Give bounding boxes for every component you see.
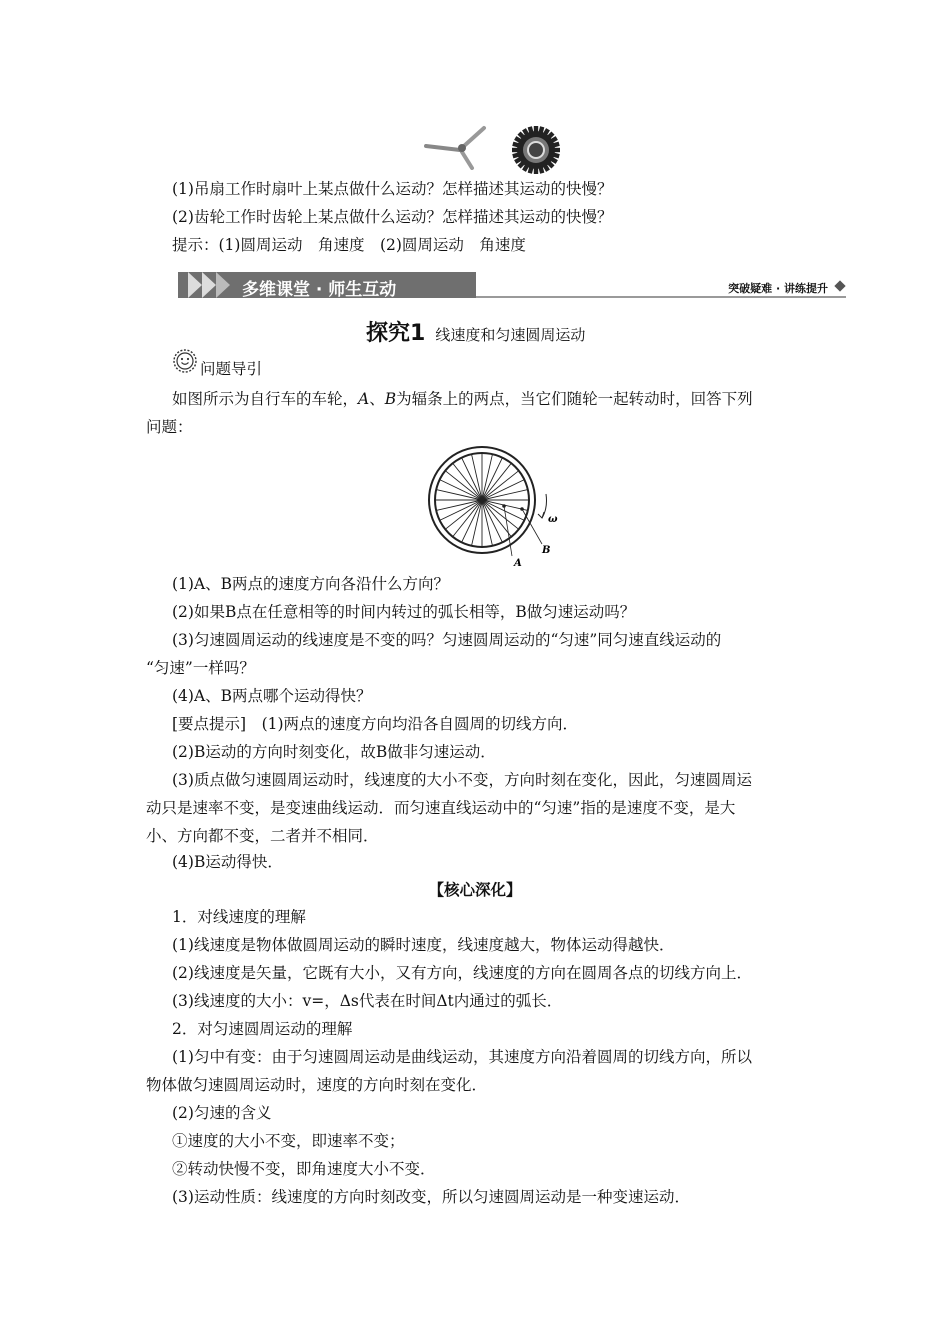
section-title xyxy=(366,316,585,347)
intro-question-1: (1)吊扇工作时扇叶上某点做什么运动？怎样描述其运动的快慢？ xyxy=(172,180,613,198)
ceiling-fan-image xyxy=(420,124,490,170)
banner-title: 多维课堂 · 师生互动 xyxy=(242,280,397,300)
answer-3-cont2: 小、方向都不变，二者并不相同． xyxy=(146,827,379,845)
intro-question-2: (2)齿轮工作时齿轮上某点做什么运动？怎样描述其运动的快慢？ xyxy=(172,208,613,226)
guide-intro-cont: 问题： xyxy=(146,418,193,436)
question-2: (2)如果B点在任意相等的时间内转过的弧长相等，B做匀速运动吗？ xyxy=(172,603,636,621)
question-1: (1)A、B两点的速度方向各沿什么方向？ xyxy=(172,575,450,593)
chevron-icon xyxy=(216,272,230,298)
core-point-2-1: (1)匀中有变：由于匀速圆周运动是曲线运动，其速度方向沿着圆周的切线方向，所以 xyxy=(172,1048,752,1066)
guide-label: 问题导引 xyxy=(200,360,263,378)
answer-1: [要点提示] (1)两点的速度方向均沿各自圆周的切线方向． xyxy=(172,715,579,733)
chevron-icon xyxy=(202,272,216,298)
label-a: A xyxy=(514,558,522,569)
core-point-1: 1．对线速度的理解 xyxy=(172,908,306,926)
section-subtitle: 线速度和匀速圆周运动 xyxy=(435,326,586,344)
intro-hint: 提示：(1)圆周运动 角速度 (2)圆周运动 角速度 xyxy=(172,236,526,254)
diamond-icon xyxy=(834,280,845,291)
label-b: B xyxy=(542,545,551,556)
core-point-2-2b: ②转动快慢不变，即角速度大小不变． xyxy=(172,1160,436,1178)
answer-3-cont: 动只是速率不变，是变速曲线运动．而匀速直线运动中的“匀速”指的是速度不变，是大 xyxy=(146,799,736,817)
core-point-2-2: (2)匀速的含义 xyxy=(172,1104,272,1122)
core-point-2-3: (3)运动性质：线速度的方向时刻改变，所以匀速圆周运动是一种变速运动． xyxy=(172,1188,690,1206)
answer-2: (2)B运动的方向时刻变化，故B做非匀速运动． xyxy=(172,743,496,761)
core-heading: 【核心深化】 xyxy=(428,880,522,899)
label-omega: ω xyxy=(548,514,558,525)
chevron-icon xyxy=(188,272,202,298)
core-point-2-2a: ①速度的大小不变，即速率不变； xyxy=(172,1132,405,1150)
banner-rule xyxy=(476,296,846,298)
question-3: (3)匀速圆周运动的线速度是不变的吗？匀速圆周运动的“匀速”同匀速直线运动的 xyxy=(172,631,722,649)
core-point-2-1-cont: 物体做匀速圆周运动时，速度的方向时刻在变化． xyxy=(146,1076,488,1094)
core-point-1-1: (1)线速度是物体做圆周运动的瞬时速度，线速度越大，物体运动得越快． xyxy=(172,936,675,954)
question-4: (4)A、B两点哪个运动得快？ xyxy=(172,687,372,705)
gear-image xyxy=(512,126,560,174)
bicycle-wheel-figure xyxy=(420,446,570,570)
section-banner xyxy=(178,268,846,302)
core-point-1-3: (3)线速度的大小：v=，Δs代表在时间Δt内通过的弧长． xyxy=(172,992,563,1010)
core-point-1-2: (2)线速度是矢量，它既有大小，又有方向，线速度的方向在圆周各点的切线方向上． xyxy=(172,964,752,982)
smiley-sun-icon xyxy=(173,349,197,373)
question-3-cont: “匀速”一样吗？ xyxy=(146,659,255,677)
answer-3: (3)质点做匀速圆周运动时，线速度的大小不变，方向时刻在变化，因此，匀速圆周运 xyxy=(172,771,752,789)
core-point-2: 2．对匀速圆周运动的理解 xyxy=(172,1020,353,1038)
guide-intro: 如图所示为自行车的车轮，A、B为辐条上的两点，当它们随轮一起转动时，回答下列 xyxy=(172,390,753,408)
banner-right-label: 突破疑难 · 讲练提升 xyxy=(728,282,828,295)
answer-4: (4)B运动得快． xyxy=(172,853,283,871)
section-number: 探究1 xyxy=(366,321,426,346)
